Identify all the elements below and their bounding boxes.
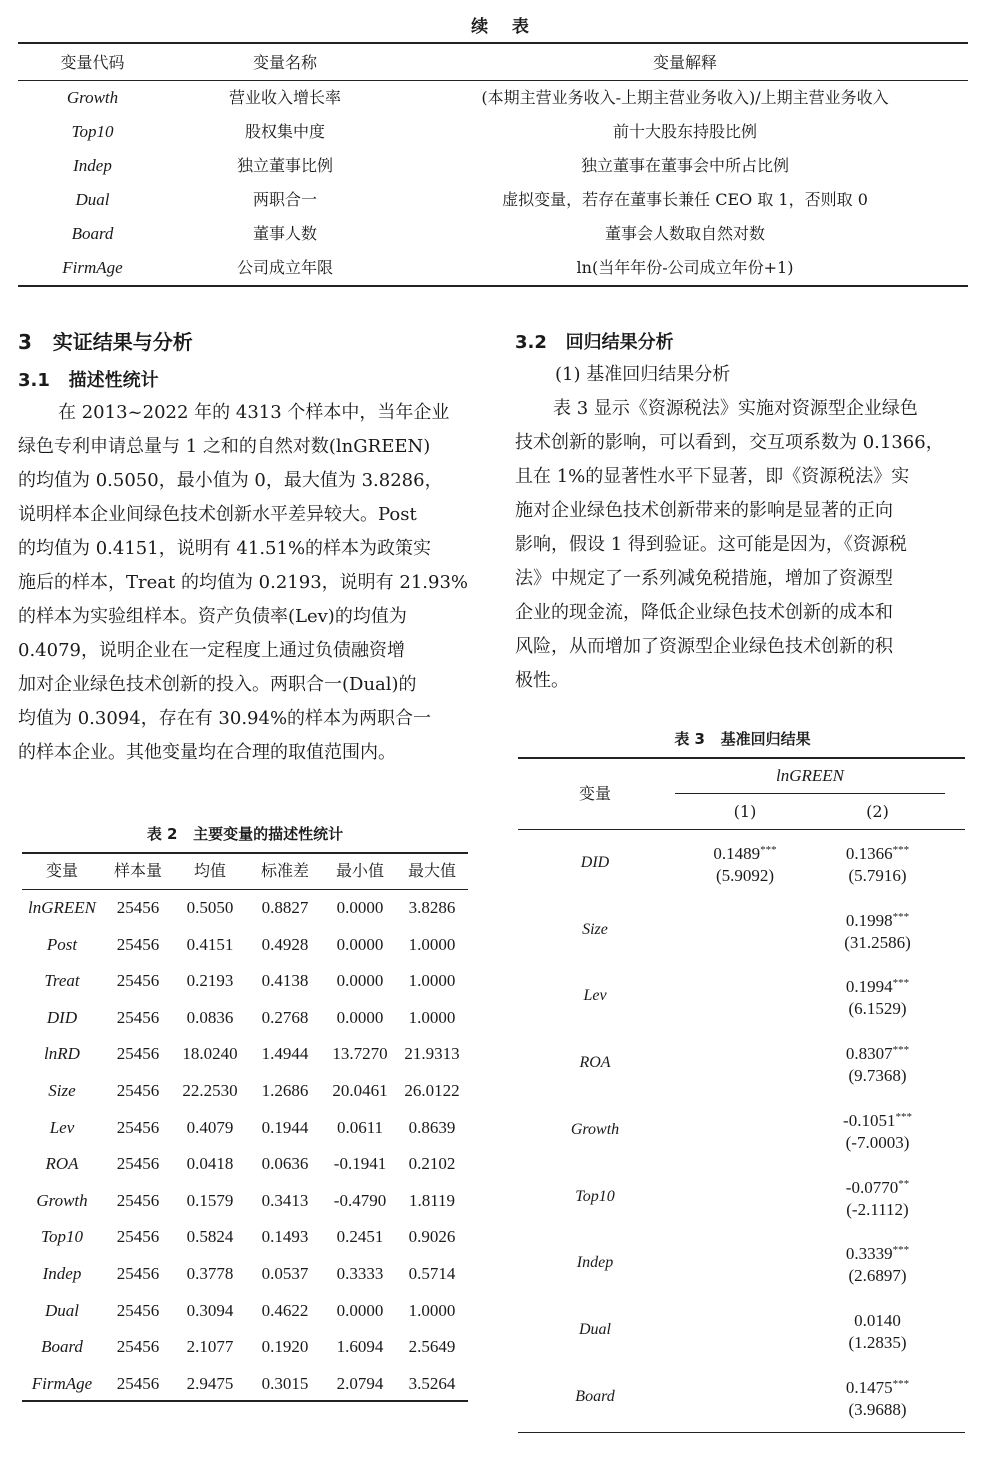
table2-var: Dual [45,1300,79,1320]
table2-cell: 1.0000 [408,934,456,954]
table2-var: Board [41,1337,83,1357]
table2-cell: 25456 [116,898,160,917]
table2-cell: 25456 [116,971,160,991]
table2-cell: 0.0636 [261,1154,309,1174]
table2-var: DID [46,1007,78,1027]
table2-cell: -0.4790 [333,1190,387,1210]
table3-coef [810,1307,945,1331]
table2-cell: 1.0000 [408,1007,456,1027]
table3-tstat: (3.9688) [848,1399,907,1419]
table2-var: Indep [42,1264,82,1283]
table3-var-header: 变量 [578,784,611,803]
paragraph-line: 技术创新的影响，可以看到，交互项系数为 0.1366， [515,432,944,453]
table2-cell: 0.3015 [261,1373,309,1393]
var-explain: 董事会人数取自然对数 [604,224,765,243]
table3-coef [810,1107,945,1131]
significance-stars: *** [892,1377,910,1390]
table2-cell: 25456 [116,1337,160,1357]
table3-tstat: (1.2835) [848,1332,907,1352]
var-code: Growth [66,88,119,107]
table3-coef [810,1240,945,1264]
table3-coef [810,1374,945,1398]
table2-cell: 25456 [116,1117,160,1137]
table2-var: lnRD [44,1044,80,1064]
table2-var: Size [48,1081,76,1100]
table2-top-rule [22,852,468,854]
paragraph-line: 企业的现金流，降低企业绿色技术创新的成本和 [515,602,893,623]
header-var-name: 变量名称 [252,53,317,72]
var-name: 公司成立年限 [236,258,333,277]
coef-value: 0.3339 [845,1244,893,1264]
table2-cell: 1.0000 [408,971,456,991]
table2-cell: 0.2451 [336,1227,384,1247]
table2-cell: 0.0537 [261,1264,309,1283]
table3-coef [810,840,945,864]
table3-tstat: (-2.1112) [846,1199,909,1219]
table2-cell: 20.0461 [332,1081,388,1100]
table2-cell: 2.1077 [186,1337,234,1357]
var-explain: ln(当年年份-公司成立年份+1) [576,258,794,277]
table2-cell: 25456 [116,1081,160,1100]
paragraph-line: 的均值为 0.4151，说明有 41.51%的样本为政策实 [18,538,432,559]
table2-var: Lev [49,1117,75,1137]
table2-cell: 0.4622 [261,1300,309,1320]
table2-cell: 0.8827 [261,898,309,917]
table2-cell: 0.0418 [186,1154,234,1174]
table2-header-cell: 均值 [193,861,226,880]
section-3-2-subtitle: (1) 基准回归结果分析 [555,364,731,385]
var-name: 独立董事比例 [236,156,333,175]
paragraph-line: 的均值为 0.5050，最小值为 0，最大值为 3.8286， [18,470,443,491]
var-explain: 虚拟变量，若存在董事长兼任 CEO 取 1，否则取 0 [502,190,868,209]
paragraph-line: 均值为 0.3094，存在有 30.94%的样本为两职合一 [18,708,432,729]
table2-cell: 26.0122 [404,1081,460,1100]
paragraph-line: 的样本为实验组样本。资产负债率(Lev)的均值为 [18,606,407,627]
paragraph-line: 0.4079，说明企业在一定程度上通过负债融资增 [18,640,405,661]
table2-cell: 0.1944 [261,1117,309,1137]
table2-cell: 2.9475 [186,1373,234,1393]
table2-cell: 2.5649 [408,1337,456,1357]
table2-bottom-rule [22,1400,468,1402]
significance-stars: *** [892,1244,910,1257]
coef-value: 0.1366 [845,844,893,863]
table3-header-rule [518,829,965,830]
table2-header-cell: 样本量 [113,861,162,880]
table2-var: Post [46,934,78,954]
significance-stars: *** [892,910,910,923]
table2-cell: 0.0836 [186,1007,234,1027]
table3-var: Indep [576,1254,614,1272]
table2-cell: 0.2193 [186,971,234,991]
table3-tstat: (2.6897) [848,1266,907,1286]
table2-cell: 0.4928 [261,934,309,954]
table3-col1-header: (1) [733,802,757,821]
paragraph-line: 表 3 显示《资源税法》实施对资源型企业绿色 [553,398,918,419]
var-name: 营业收入增长率 [228,88,341,107]
section-3-2-heading: 3.2 回归结果分析 [515,332,674,353]
var-code: FirmAge [62,258,123,277]
table2-cell: 0.5714 [408,1264,456,1283]
paragraph-line: 影响，假设 1 得到验证。这可能是因为，《资源税 [515,534,907,555]
coef-value: -0.0770 [845,1177,899,1197]
table3-subheader-rule [675,793,945,794]
table2-cell: 0.3333 [336,1264,384,1283]
table2-cell: 0.5050 [186,898,234,917]
table2-cell: 25456 [116,934,160,954]
coef-value: 0.1489 [713,844,761,863]
table2-cell: 0.2102 [408,1154,456,1174]
coef-value: -0.1051 [843,1110,896,1130]
table2-var: lnGREEN [28,898,96,917]
var-code: Board [71,224,114,243]
table2-cell: 25456 [116,1300,160,1320]
table2-cell: 0.8639 [408,1117,456,1137]
table2-cell: 1.4944 [261,1044,309,1064]
table2-var: Treat [44,971,80,991]
paragraph-line: 绿色专利申请总量与 1 之和的自然对数(lnGREEN) [18,436,431,457]
continued-table [0,0,1000,300]
coef-value: 0.1475 [845,1377,893,1397]
table3-tstat: (9.7368) [848,1066,907,1086]
table2-cell: 0.3778 [186,1264,234,1283]
table3-coef [810,1174,945,1198]
table3-dep-header: lnGREEN [776,766,844,785]
header-var-explain: 变量解释 [652,53,717,72]
significance-stars: *** [892,977,910,990]
table2-cell: 21.9313 [404,1044,460,1064]
table2-var: ROA [45,1154,79,1174]
table3-var: Size [582,920,608,938]
paragraph-line: 施对企业绿色技术创新带来的影响是显著的正向 [515,500,893,521]
table2-cell: 0.9026 [408,1227,456,1247]
paragraph-line: 的样本企业。其他变量均在合理的取值范围内。 [18,742,396,763]
coef-value: 0.8307 [845,1044,893,1064]
header-var-code: 变量代码 [60,53,125,72]
table2-header-cell: 最小值 [335,861,384,880]
table3-tstat: (6.1529) [848,999,907,1019]
table3-tstat: (5.9092) [715,866,775,885]
table2-cell: 0.0000 [336,1300,384,1320]
table3-coef [810,973,945,997]
table3-var: Dual [579,1320,611,1338]
table2-cell: 0.1579 [186,1190,234,1210]
table3-var: Growth [570,1120,620,1138]
table3-tstat: (31.2586) [844,932,911,952]
table2-cell: 0.4138 [261,971,309,991]
var-name: 董事人数 [252,224,317,243]
table2-cell: 25456 [116,1154,160,1174]
paragraph-line: 极性。 [515,670,569,691]
table3-var: Top10 [575,1187,615,1205]
table3-coef [810,907,945,931]
table3-var: ROA [579,1054,611,1072]
continued-table-title: 续 表 [471,17,529,37]
table2-cell: 0.0000 [336,898,384,917]
var-name: 两职合一 [252,190,317,209]
section-3-heading: 3 实证结果与分析 [18,330,193,354]
table2-cell: 2.0794 [336,1373,384,1393]
table2-cell: 25456 [116,1044,160,1064]
table2-header-rule [22,889,468,890]
table2-cell: 25456 [116,1373,160,1393]
table3-top-rule [518,757,965,759]
table2-cell: 0.2768 [261,1007,309,1027]
table2-caption: 表 2 主要变量的描述性统计 [146,825,344,843]
table2-cell: 18.0240 [182,1044,238,1064]
table3-var: DID [580,854,610,871]
table2-cell: 0.3413 [261,1190,309,1210]
significance-stars: *** [895,1110,912,1123]
var-explain: 前十大股东持股比例 [612,122,757,141]
table2-cell: 1.8119 [408,1190,456,1210]
table2-header-cell: 标准差 [260,861,309,880]
significance-stars: *** [892,844,910,856]
table2-cell: 0.0000 [336,971,384,991]
table3-var: Lev [583,987,607,1005]
table2-cell: 1.2686 [261,1081,309,1100]
table2-var: FirmAge [31,1373,93,1393]
var-name: 股权集中度 [244,122,325,141]
table3-bottom-rule [518,1432,965,1433]
table2-cell: 0.5824 [186,1227,234,1247]
table2-var: Growth [36,1190,88,1210]
paragraph-line: 加对企业绿色技术创新的投入。两职合一(Dual)的 [18,674,417,695]
table2-cell: 13.7270 [332,1044,388,1064]
significance-stars: *** [760,844,777,856]
table2-cell: 0.1920 [261,1337,309,1357]
table2-cell: 3.8286 [408,898,456,917]
table2-cell: 0.4079 [186,1117,234,1137]
table2-cell: 25456 [116,1227,160,1247]
table2-cell: 1.0000 [408,1300,456,1320]
section-3-1-heading: 3.1 描述性统计 [18,370,159,391]
paragraph-line: 说明样本企业间绿色技术创新水平差异较大。Post [18,504,417,525]
table2-cell: 25456 [116,1007,160,1027]
paragraph-line: 且在 1%的显著性水平下显著，即《资源税法》实 [515,466,910,487]
table3-col2-header: (2) [866,802,889,821]
table3-tstat: (-7.0003) [845,1132,910,1152]
table2-cell: 0.3094 [186,1300,234,1320]
paragraph-line: 施后的样本，Treat 的均值为 0.2193，说明有 21.93% [18,572,469,593]
table2-cell: 25456 [116,1264,160,1283]
table3-var: Board [575,1387,615,1405]
section-3-2-paragraph [515,392,970,698]
coef-value: 0.1998 [845,910,893,930]
table2-cell: 25456 [116,1190,160,1210]
table2-cell: 0.0000 [336,1007,384,1027]
coef-value: 0.0140 [854,1310,901,1330]
var-explain: (本期主营业务收入-上期主营业务收入)/上期主营业务收入 [481,88,889,107]
table2-cell: 0.1493 [261,1227,309,1247]
table2-cell: 3.5264 [408,1373,456,1393]
var-code: Dual [75,190,110,209]
table3-coef [680,840,810,864]
table-top-rule [18,42,968,44]
table3-tstat: (5.7916) [848,866,907,885]
paragraph-line: 法》中规定了一系列减免税措施，增加了资源型 [515,568,893,589]
table3-coef [810,1040,945,1064]
paragraph-line: 风险，从而增加了资源型企业绿色技术创新的积 [515,636,893,657]
table2-cell: 1.6094 [336,1337,384,1357]
section-3-1-paragraph [18,396,470,770]
coef-value: 0.1994 [845,977,893,997]
var-code: Indep [73,156,112,175]
paragraph-line: 在 2013~2022 年的 4313 个样本中，当年企业 [58,402,450,423]
table2-cell: 0.0000 [336,934,384,954]
table2-header-cell: 变量 [45,861,78,880]
significance-stars: ** [898,1177,910,1190]
var-code: Top10 [71,122,114,141]
table2-header-cell: 最大值 [407,861,456,880]
table2-cell: -0.1941 [333,1154,387,1174]
table-header-rule [18,80,968,81]
table-bottom-rule [18,285,968,287]
significance-stars: *** [892,1044,910,1057]
var-explain: 独立董事在董事会中所占比例 [580,156,789,175]
table2-cell: 22.2530 [182,1081,238,1100]
table3-caption: 表 3 基准回归结果 [674,730,811,748]
table2-var: Top10 [41,1227,83,1247]
table2-cell: 0.4151 [186,934,234,954]
table2-cell: 0.0611 [336,1117,384,1137]
